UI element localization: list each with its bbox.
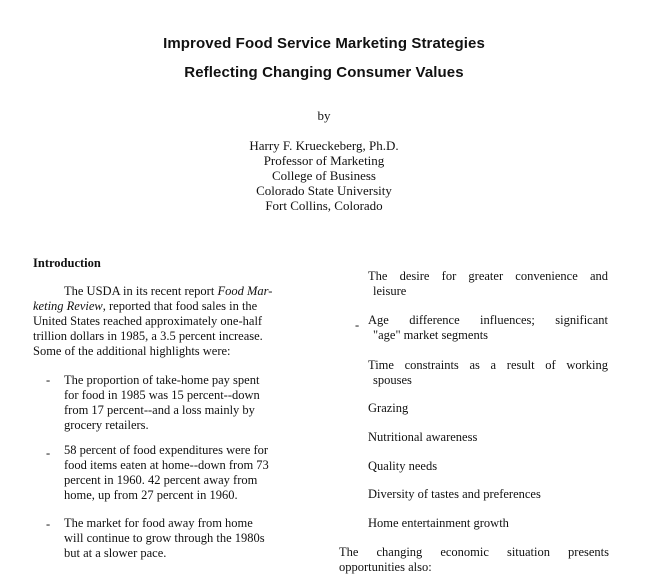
report-title-part-2: keting Review <box>33 299 103 313</box>
bullet-3-line-1: The market for food away from home <box>64 516 253 530</box>
bullet-2-line-1: 58 percent of food expenditures were for <box>64 443 269 457</box>
bullet-marker: - <box>46 373 51 387</box>
right-item-3-line-2: spouses <box>373 373 412 387</box>
title-line-2: Reflecting Changing Consumer Values <box>184 64 464 81</box>
right-item-1-line-2: leisure <box>373 284 407 298</box>
intro-line-2 <box>33 299 257 314</box>
bullet-1-line-4: grocery retailers. <box>64 418 149 432</box>
bullet-2-line-2: food items eaten at home--down from 73 <box>64 458 269 472</box>
bullet-2-line-4: home, up from 27 percent in 1960. <box>64 488 238 502</box>
report-title-part-1: Food Mar- <box>217 284 273 298</box>
right-item-8: Home entertainment growth <box>368 516 509 530</box>
bullet-3-line-2: will continue to grow through the 1980s <box>64 531 265 545</box>
right-item-7: Diversity of tastes and preferences <box>368 487 541 501</box>
right-item-2-line-2: "age" market segments <box>373 328 489 342</box>
closing-line-1: The changing economic situation presents <box>339 545 609 559</box>
intro-line-4: trillion dollars in 1985, a 3.5 percent increase. <box>33 329 263 343</box>
bullet-3-line-3: but at a slower pace. <box>64 546 167 560</box>
title-line-1: Improved Food Service Marketing Strategies <box>163 35 485 52</box>
author-location: Fort Collins, Colorado <box>265 198 383 213</box>
right-item-2-line-1: Age difference influences; significant <box>368 313 608 327</box>
closing-line-2: opportunities also: <box>339 560 432 574</box>
bullet-1-line-3: from 17 percent--and a loss mainly by <box>64 403 255 417</box>
section-heading: Introduction <box>33 256 101 270</box>
right-item-5: Nutritional awareness <box>368 430 478 444</box>
author-department: College of Business <box>272 168 376 183</box>
intro-line-1-text: The USDA in its recent report <box>64 284 218 298</box>
right-item-6: Quality needs <box>368 459 438 473</box>
right-item-3-line-1: Time constraints as a result of working <box>368 358 608 372</box>
author-institution: Colorado State University <box>256 183 392 198</box>
intro-line-1 <box>64 284 272 299</box>
bullet-marker: - <box>46 446 51 460</box>
bullet-1-line-1: The proportion of take-home pay spent <box>64 373 260 387</box>
bullet-1-line-2: for food in 1985 was 15 percent--down <box>64 388 260 402</box>
intro-line-5: Some of the additional highlights were: <box>33 344 231 358</box>
right-item-1-line-1: The desire for greater convenience and <box>368 269 608 283</box>
author-name: Harry F. Krueckeberg, Ph.D. <box>249 138 399 153</box>
intro-line-2-text: , reported that food sales in the <box>102 299 258 313</box>
intro-line-3: United States reached approximately one-half <box>33 314 263 328</box>
bullet-marker: - <box>355 318 360 332</box>
byline: by <box>317 108 331 123</box>
right-item-4: Grazing <box>368 401 409 415</box>
bullet-marker: - <box>46 517 51 531</box>
bullet-2-line-3: percent in 1960. 42 percent away from <box>64 473 258 487</box>
author-position: Professor of Marketing <box>263 153 385 168</box>
